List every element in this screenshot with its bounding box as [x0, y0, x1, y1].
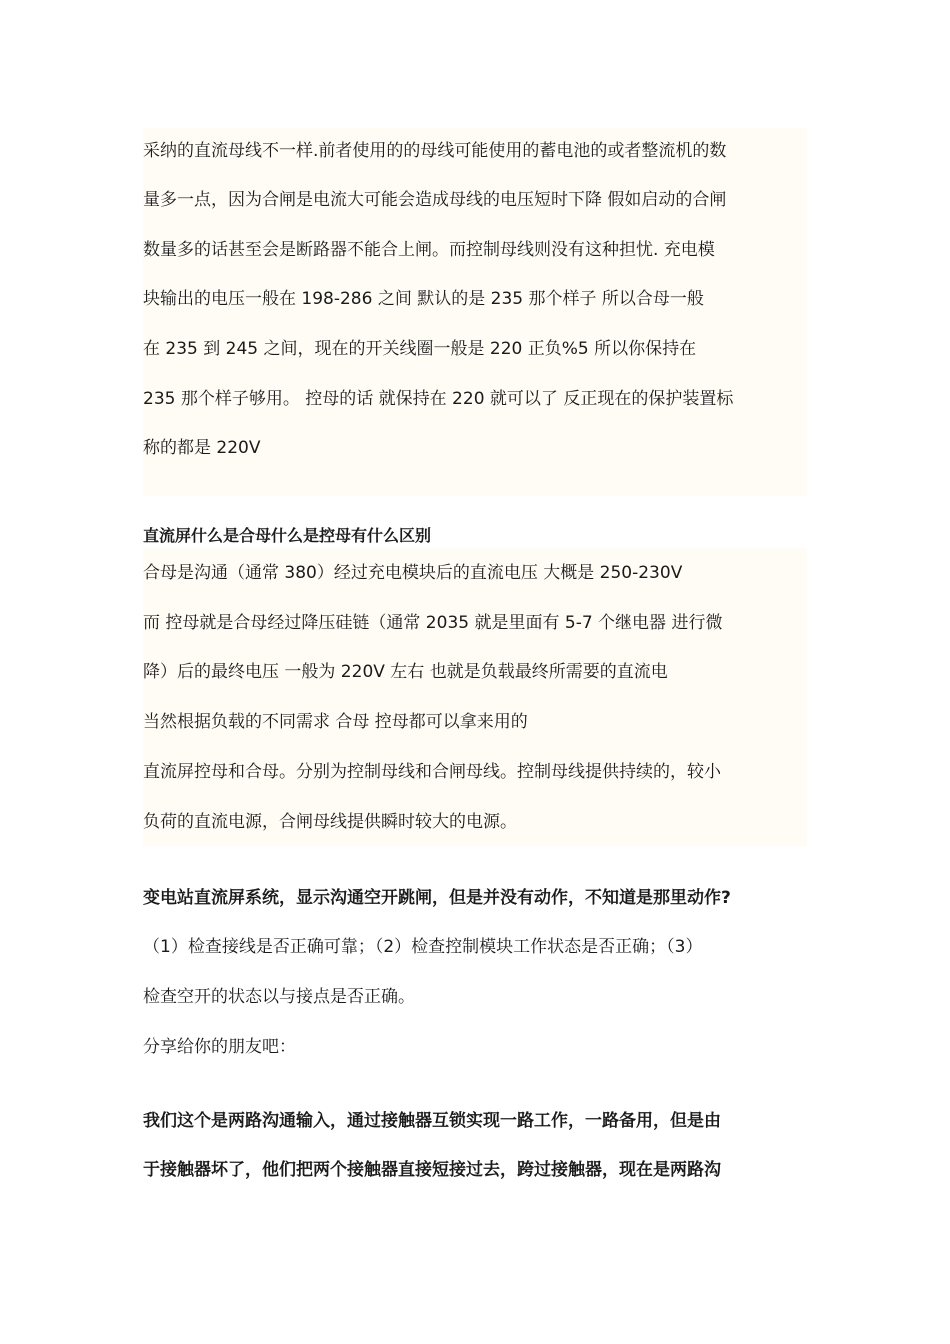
text-line: 负荷的直流电源，合闸母线提供瞬时较大的电源。: [143, 812, 517, 832]
text-line: 在 235 到 245 之间，现在的开关线圈一般是 220 正负%5 所以你保持在: [143, 339, 697, 359]
text-line: 降）后的最终电压 一般为 220V 左右 也就是负载最终所需要的直流电: [143, 662, 668, 682]
text-line: 量多一点，因为合闸是电流大可能会造成母线的电压短时下降 假如启动的合闸: [143, 190, 727, 210]
text-line: 当然根据负载的不同需求 合母 控母都可以拿来用的: [143, 712, 528, 732]
text-line: 直流屏控母和合母。分别为控制母线和合闸母线。控制母线提供持续的，较小: [143, 762, 721, 782]
section-heading-breaker-trip: 变电站直流屏系统，显示沟通空开跳闸，但是并没有动作，不知道是那里动作?: [143, 888, 731, 908]
text-line-bold: 我们这个是两路沟通输入，通过接触器互锁实现一路工作，一路备用，但是由: [143, 1111, 721, 1131]
paragraph-bus-difference: [143, 548, 807, 846]
text-line: 称的都是 220V: [143, 438, 261, 458]
text-line: 采纳的直流母线不一样.前者使用的的母线可能使用的蓄电池的或者整流机的数: [143, 141, 727, 161]
section-heading-bus-difference: 直流屏什么是合母什么是控母有什么区别: [143, 526, 432, 545]
text-line: 合母是沟通（通常 380）经过充电模块后的直流电压 大概是 250-230V: [143, 563, 683, 583]
share-prompt: 分享给你的朋友吧：: [143, 1037, 296, 1057]
text-line: 块输出的电压一般在 198-286 之间 默认的是 235 那个样子 所以合母一般: [143, 289, 704, 309]
text-line: 而 控母就是合母经过降压硅链（通常 2035 就是里面有 5-7 个继电器 进行微: [143, 613, 723, 633]
text-line: 检查空开的状态以与接点是否正确。: [143, 987, 415, 1007]
text-line: （1）检查接线是否正确可靠；（2）检查控制模块工作状态是否正确；（3）: [143, 937, 703, 957]
paragraph-dc-bus-voltage: [143, 128, 807, 496]
text-line-bold: 于接触器坏了，他们把两个接触器直接短接过去，跨过接触器，现在是两路沟: [143, 1160, 721, 1180]
text-line: 数量多的话甚至会是断路器不能合上闸。而控制母线则没有这种担忧. 充电模: [143, 240, 715, 260]
text-line: 235 那个样子够用。 控母的话 就保持在 220 就可以了 反正现在的保护装置标: [143, 389, 734, 409]
